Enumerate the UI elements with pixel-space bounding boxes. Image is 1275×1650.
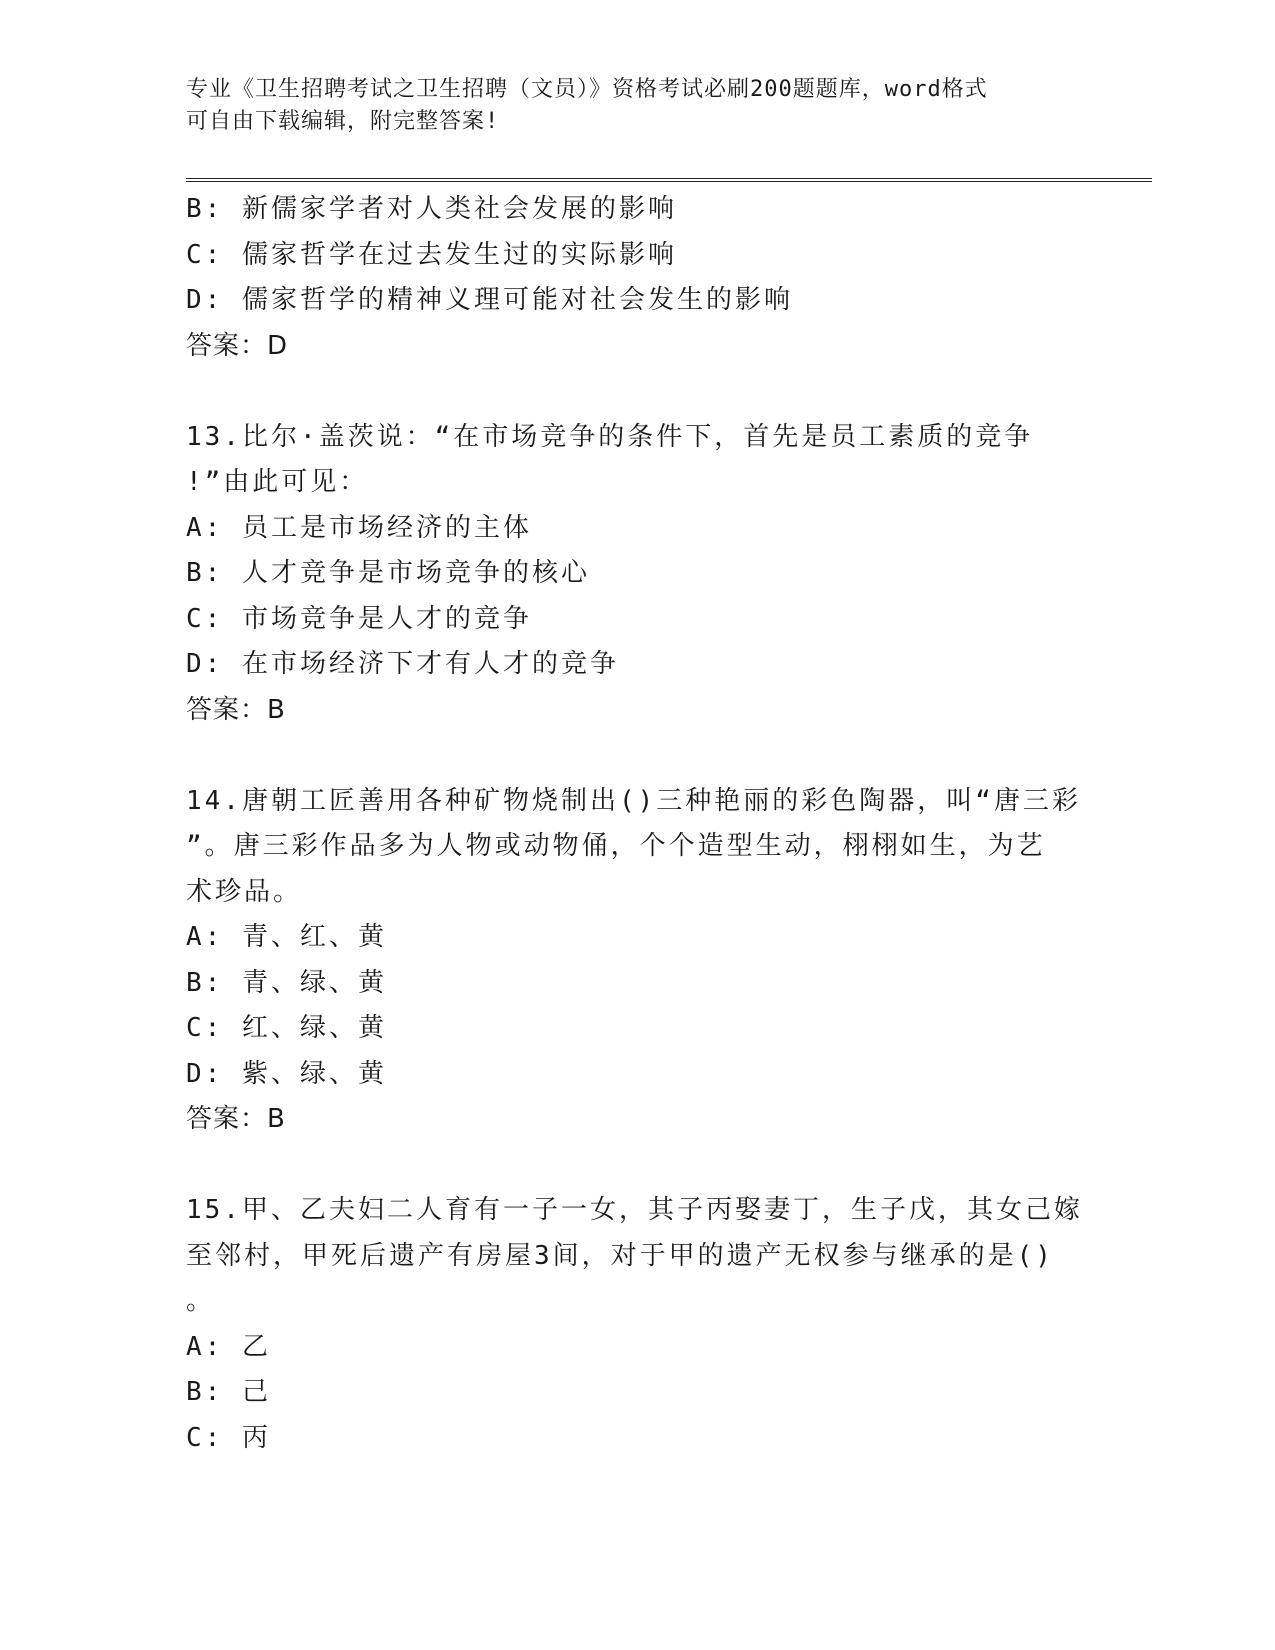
header-divider xyxy=(186,178,1152,182)
option-d xyxy=(186,642,1086,688)
option-text: 市场竞争是人才的竞争 xyxy=(241,603,532,634)
option-label: A: xyxy=(186,1331,224,1362)
option-text: 青、绿、黄 xyxy=(241,967,387,998)
question-text-line: 。 xyxy=(186,1286,216,1316)
option-a xyxy=(186,915,1086,961)
header-line-1: 专业《卫生招聘考试之卫生招聘（文员）》资格考试必刷200题题库，word格式 xyxy=(186,77,988,102)
option-text: 乙 xyxy=(241,1331,271,1362)
question-14 xyxy=(186,779,1086,1143)
option-label: A: xyxy=(186,922,224,952)
option-label: C: xyxy=(186,1013,224,1043)
option-c xyxy=(186,1006,1086,1052)
option-text: 儒家哲学在过去发生过的实际影响 xyxy=(241,239,677,270)
option-text: 丙 xyxy=(241,1422,271,1453)
question-text-line: 术珍品。 xyxy=(186,876,303,907)
option-a xyxy=(186,1325,1086,1371)
question-12 xyxy=(186,187,1086,369)
document-header xyxy=(186,74,1066,138)
option-text: 员工是市场经济的主体 xyxy=(241,512,532,543)
question-list xyxy=(186,187,1086,1461)
question-text-line: ”。唐三彩作品多为人物或动物俑，个个造型生动，栩栩如生，为艺 xyxy=(186,831,1046,861)
option-label: C: xyxy=(186,1422,224,1453)
answer: 答案：B xyxy=(186,1104,286,1134)
spacer xyxy=(186,1143,1086,1189)
question-text-line: !”由此可见： xyxy=(186,467,369,497)
option-b xyxy=(186,187,1086,233)
option-c xyxy=(186,597,1086,643)
option-label: C: xyxy=(186,603,224,634)
answer: 答案：B xyxy=(186,694,286,725)
option-label: A: xyxy=(186,512,224,543)
option-b xyxy=(186,551,1086,597)
question-text-line: 14.唐朝工匠善用各种矿物烧制出()三种艳丽的彩色陶器，叫“唐三彩 xyxy=(186,785,1081,816)
spacer xyxy=(186,733,1086,779)
option-text: 己 xyxy=(241,1377,271,1407)
option-label: D: xyxy=(186,649,224,679)
question-text-line: 15.甲、乙夫妇二人育有一子一女，其子丙娶妻丁，生子戊，其女己嫁 xyxy=(186,1195,1083,1225)
question-text-line: 13.比尔·盖茨说：“在市场竞争的条件下，首先是员工素质的竞争 xyxy=(186,421,1034,452)
option-c xyxy=(186,1416,1086,1462)
question-text-line: 至邻村，甲死后遗产有房屋3间，对于甲的遗产无权参与继承的是() xyxy=(186,1240,1054,1271)
answer: 答案：D xyxy=(186,330,289,361)
option-b xyxy=(186,961,1086,1007)
option-c xyxy=(186,233,1086,279)
option-label: C: xyxy=(186,239,224,270)
option-text: 儒家哲学的精神义理可能对社会发生的影响 xyxy=(241,285,793,315)
option-text: 在市场经济下才有人才的竞争 xyxy=(241,649,619,679)
option-text: 青、红、黄 xyxy=(241,922,387,952)
question-15 xyxy=(186,1188,1086,1461)
spacer xyxy=(186,369,1086,415)
option-text: 新儒家学者对人类社会发展的影响 xyxy=(241,194,677,224)
option-label: D: xyxy=(186,285,224,315)
option-label: B: xyxy=(186,558,224,588)
option-d xyxy=(186,278,1086,324)
option-d xyxy=(186,1052,1086,1098)
option-label: D: xyxy=(186,1058,224,1089)
question-13 xyxy=(186,415,1086,734)
option-label: B: xyxy=(186,967,224,998)
header-line-2: 可自由下载编辑，附完整答案! xyxy=(186,109,500,134)
option-label: B: xyxy=(186,194,224,224)
option-label: B: xyxy=(186,1377,224,1407)
option-text: 紫、绿、黄 xyxy=(241,1058,387,1089)
option-text: 红、绿、黄 xyxy=(241,1013,387,1043)
option-b xyxy=(186,1370,1086,1416)
option-a xyxy=(186,506,1086,552)
option-text: 人才竞争是市场竞争的核心 xyxy=(241,558,590,588)
